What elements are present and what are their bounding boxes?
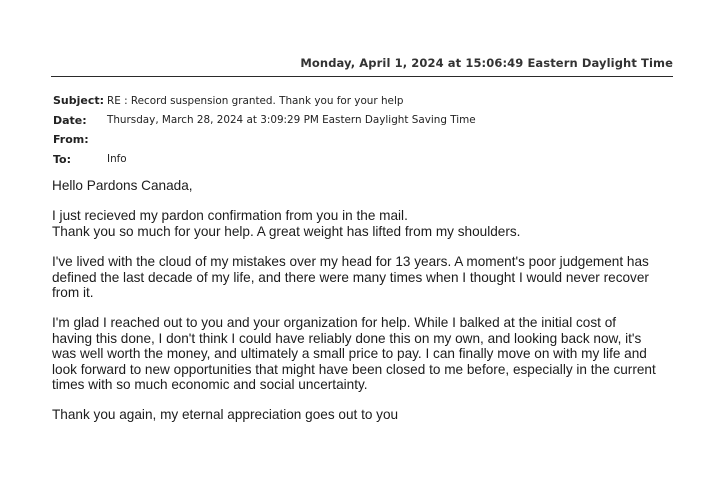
paragraph-1-line-1: I just recieved my pardon confirmation from you in the mail. <box>52 208 408 224</box>
paragraph-2-line-3: from it. <box>52 285 94 301</box>
paragraph-1-line-2: Thank you so much for your help. A great weight has lifted from my shoulders. <box>52 223 521 239</box>
from-label: From: <box>53 133 89 147</box>
paragraph-3-line-2: having this done, I don't think I could have reliably done this on my own, and looking back now, it's <box>52 330 642 346</box>
paragraph-2-line-2: defined the last decade of my life, and there were many times when I thought I would never recover <box>52 269 649 285</box>
paragraph-3-line-4: look forward to new opportunities that might have been closed to me before, especially in the current <box>52 361 656 377</box>
paragraph-3-line-1: I'm glad I reached out to you and your organization for help. While I balked at the initial cost of <box>52 315 617 331</box>
date-row <box>53 111 476 131</box>
date-label: Date: <box>53 113 87 127</box>
greeting: Hello Pardons Canada, <box>52 178 193 193</box>
to-value: Info <box>107 153 127 166</box>
paragraph-3-line-5: times with so much economic and social uncertainty. <box>52 377 368 393</box>
subject-value: RE : Record suspension granted. Thank you for your help <box>107 94 404 107</box>
date-value: Thursday, March 28, 2024 at 3:09:29 PM Eastern Daylight Saving Time <box>107 114 476 127</box>
header-divider <box>51 76 673 77</box>
printed-date: Monday, April 1, 2024 at 15:06:49 Eastern Daylight Time <box>300 56 673 70</box>
to-row <box>53 150 476 170</box>
to-label: To: <box>53 152 71 166</box>
email-body <box>52 178 682 423</box>
subject-label: Subject: <box>53 94 105 108</box>
email-header <box>53 91 476 169</box>
subject-row <box>53 91 476 111</box>
from-row <box>53 130 476 150</box>
closing-line: Thank you again, my eternal appreciation goes out to you <box>52 407 399 423</box>
paragraph-3-line-3: was well worth the money, and ultimately a small price to pay. I can finally move on with my life and <box>52 346 647 362</box>
paragraph-2-line-1: I've lived with the cloud of my mistakes over my head for 13 years. A moment's poor judgement has <box>52 254 649 270</box>
